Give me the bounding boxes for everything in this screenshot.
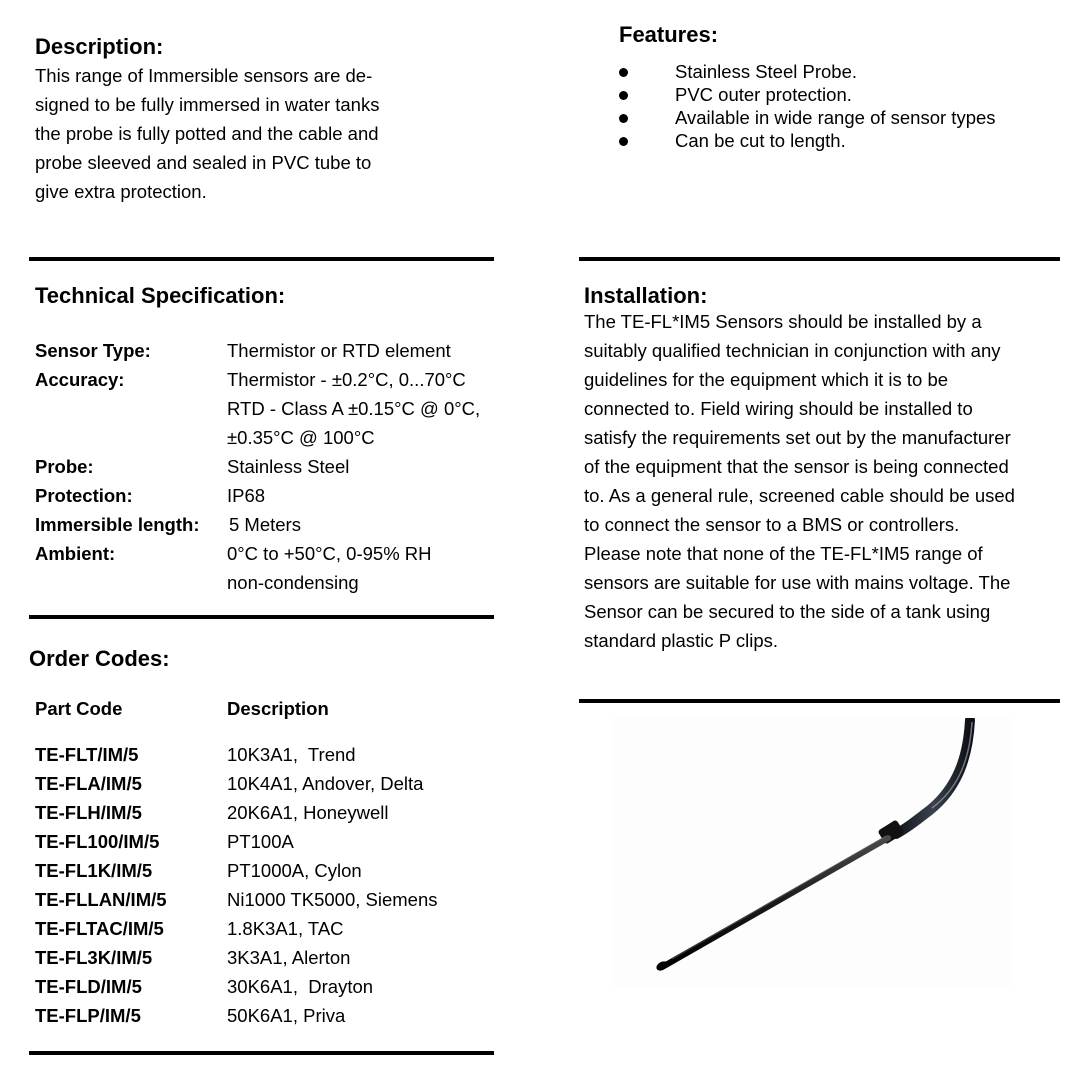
spec-label: Probe: — [35, 456, 94, 477]
part-description: 20K6A1, Honeywell — [227, 802, 389, 823]
technical-specification-heading: Technical Specification: — [35, 283, 286, 308]
table-row — [35, 943, 495, 972]
bullet-icon — [619, 68, 628, 77]
installation-line: Please note that none of the TE-FL*IM5 range of — [584, 543, 983, 564]
table-row — [35, 856, 495, 885]
installation-line: guidelines for the equipment which it is to be — [584, 369, 949, 390]
section-divider — [579, 257, 1060, 261]
spec-value: Stainless Steel — [227, 456, 350, 477]
installation-line: sensors are suitable for use with mains voltage. The — [584, 572, 1011, 593]
installation-line: standard plastic P clips. — [584, 630, 779, 651]
probe-shaft — [664, 838, 888, 966]
installation-line: to connect the sensor to a BMS or controllers. — [584, 514, 960, 535]
description-line: give extra protection. — [35, 181, 207, 202]
description-line: signed to be fully immersed in water tanks — [35, 94, 380, 115]
section-divider — [29, 257, 494, 261]
bullet-icon — [619, 137, 628, 146]
spec-label: Ambient: — [35, 543, 116, 564]
part-description: Ni1000 TK5000, Siemens — [227, 889, 438, 910]
table-row — [35, 972, 495, 1001]
table-row — [35, 1001, 495, 1030]
part-description: 1.8K3A1, TAC — [227, 918, 344, 939]
part-code: TE-FL1K/IM/5 — [35, 860, 153, 881]
spec-value: Thermistor - ±0.2°C, 0...70°C — [227, 369, 466, 390]
part-description: PT100A — [227, 831, 294, 852]
description-line: the probe is fully potted and the cable and — [35, 123, 379, 144]
feature-text: Can be cut to length. — [675, 130, 846, 151]
installation-line: of the equipment that the sensor is being connected — [584, 456, 1009, 477]
installation-line: The TE-FL*IM5 Sensors should be installed by a — [584, 311, 982, 332]
order-codes-table — [35, 740, 495, 1030]
spec-value: ±0.35°C @ 100°C — [227, 427, 375, 448]
table-row — [35, 885, 495, 914]
features-heading: Features: — [619, 22, 719, 47]
installation-line: satisfy the requirements set out by the manufacturer — [584, 427, 1011, 448]
description-text — [35, 61, 379, 206]
feature-text: Available in wide range of sensor types — [675, 107, 996, 128]
spec-value: 0°C to +50°C, 0-95% RH — [227, 543, 432, 564]
section-divider — [29, 615, 494, 619]
part-code: TE-FLLAN/IM/5 — [35, 889, 167, 910]
sensor-probe-illustration — [612, 718, 1012, 986]
spec-row-accuracy — [35, 365, 480, 452]
table-row — [35, 740, 495, 769]
section-divider — [29, 1051, 494, 1055]
bullet-icon — [619, 114, 628, 123]
feature-text: Stainless Steel Probe. — [675, 61, 858, 82]
part-code: TE-FLT/IM/5 — [35, 744, 139, 765]
spec-row-immersible-length — [35, 510, 480, 539]
product-photo — [612, 718, 1012, 986]
part-description: 10K4A1, Andover, Delta — [227, 773, 424, 794]
spec-value: non-condensing — [227, 572, 359, 593]
spec-row-ambient — [35, 539, 480, 597]
part-description: 50K6A1, Priva — [227, 1005, 346, 1026]
part-description: PT1000A, Cylon — [227, 860, 362, 881]
part-description: 10K3A1, Trend — [227, 744, 356, 765]
part-code: TE-FLTAC/IM/5 — [35, 918, 164, 939]
part-code: TE-FL3K/IM/5 — [35, 947, 153, 968]
probe-shine — [672, 836, 886, 959]
specification-table — [35, 336, 480, 597]
spec-value: IP68 — [227, 485, 266, 506]
order-codes-header — [35, 694, 495, 723]
section-divider — [579, 699, 1060, 703]
description-line: probe sleeved and sealed in PVC tube to — [35, 152, 372, 173]
installation-text — [584, 307, 1015, 655]
installation-line: connected to. Field wiring should be installed to — [584, 398, 973, 419]
feature-text: PVC outer protection. — [675, 84, 852, 105]
installation-line: suitably qualified technician in conjunction with any — [584, 340, 1001, 361]
spec-value: RTD - Class A ±0.15°C @ 0°C, — [227, 398, 481, 419]
part-code: TE-FL100/IM/5 — [35, 831, 160, 852]
spec-value: Thermistor or RTD element — [227, 340, 451, 361]
part-code: TE-FLH/IM/5 — [35, 802, 142, 823]
spec-row-protection — [35, 481, 480, 510]
bullet-icon — [619, 91, 628, 100]
part-description: 3K3A1, Alerton — [227, 947, 351, 968]
table-row — [35, 769, 495, 798]
spec-label: Accuracy: — [35, 369, 125, 390]
spec-row-probe — [35, 452, 480, 481]
installation-line: Sensor can be secured to the side of a tank using — [584, 601, 991, 622]
part-code: TE-FLD/IM/5 — [35, 976, 142, 997]
spec-row-sensor-type — [35, 336, 480, 365]
part-description: 30K6A1, Drayton — [227, 976, 374, 997]
installation-line: to. As a general rule, screened cable should be used — [584, 485, 1015, 506]
table-row — [35, 798, 495, 827]
order-codes-heading: Order Codes: — [29, 646, 170, 671]
description-line: This range of Immersible sensors are de- — [35, 65, 373, 86]
column-header-description: Description — [227, 698, 329, 719]
part-code: TE-FLA/IM/5 — [35, 773, 142, 794]
spec-label: Sensor Type: — [35, 340, 151, 361]
column-header-part-code: Part Code — [35, 698, 123, 719]
part-code: TE-FLP/IM/5 — [35, 1005, 141, 1026]
installation-heading: Installation: — [584, 283, 708, 308]
table-row — [35, 827, 495, 856]
table-row — [35, 914, 495, 943]
description-heading: Description: — [35, 34, 164, 59]
spec-label: Immersible length: — [35, 514, 200, 535]
spec-label: Protection: — [35, 485, 133, 506]
spec-value: 5 Meters — [229, 514, 301, 535]
